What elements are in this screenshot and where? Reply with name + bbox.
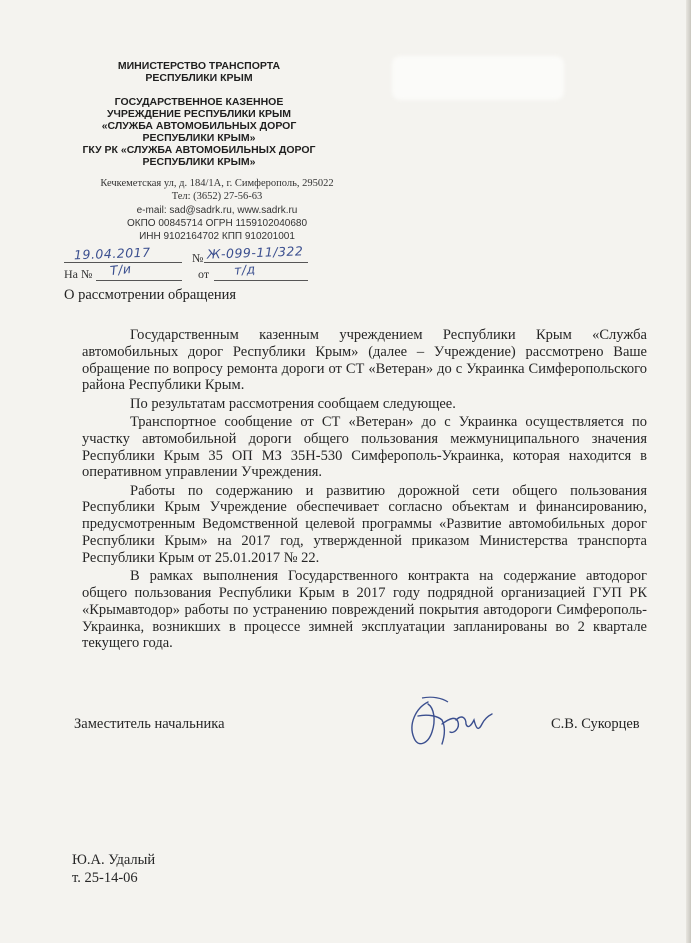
handwritten-date: 19.04.2017 bbox=[73, 244, 151, 263]
handwritten-signature bbox=[398, 694, 496, 752]
number-line bbox=[204, 262, 308, 263]
signatory-title: Заместитель начальника bbox=[74, 716, 225, 732]
org-short-line: ГКУ РК «СЛУЖБА АВТОМОБИЛЬНЫХ ДОРОГ bbox=[82, 144, 316, 156]
letter-subject: О рассмотрении обращения bbox=[64, 287, 237, 303]
body-paragraph: По результатам рассмотрения сообщаем следующее. bbox=[130, 395, 456, 412]
org-line: РЕСПУБЛИКИ КРЫМ» bbox=[142, 132, 256, 144]
handwritten-ot: т/д bbox=[233, 261, 257, 278]
org-line: УЧРЕЖДЕНИЕ РЕСПУБЛИКИ КРЫМ bbox=[106, 108, 292, 120]
requisites-block bbox=[64, 204, 370, 243]
body-paragraph: Государственным казенным учреждением Республики Крым «Служба автомобильных дорог Республики Крым» (далее – Учреждение) рассмотрено Ваше обращение по вопросу ремонта дороги от СТ «Ветеран» до с Украинка Симферопольского района Республики Крым. bbox=[82, 327, 647, 394]
email-line: e-mail: sad@sadrk.ru, www.sadrk.ru bbox=[136, 205, 298, 216]
ot-label: от bbox=[198, 267, 210, 281]
body-paragraph: В рамках выполнения Государственного контракта на содержание автодорог общего пользования Республики Крым в 2017 году подрядной организацией ГУП РК «Крымавтодор» работы по устранению повреждений покрытия автодороги Симферополь-Украинка, возникших в процессе зимней эксплуатации запланированы во 2 квартале текущего года. bbox=[82, 568, 647, 652]
okpo-line: ОКПО 00845714 ОГРН 1159102040680 bbox=[126, 218, 308, 229]
ministry-line: МИНИСТЕРСТВО ТРАНСПОРТА bbox=[117, 60, 281, 72]
ministry-header bbox=[64, 60, 334, 84]
address-block bbox=[64, 177, 370, 203]
na-line bbox=[96, 280, 182, 281]
phone-line: Тел: (3652) 27-56-63 bbox=[171, 191, 263, 202]
org-line: «СЛУЖБА АВТОМОБИЛЬНЫХ ДОРОГ bbox=[101, 120, 297, 132]
number-label: № bbox=[192, 251, 204, 265]
executor-phone: т. 25-14-06 bbox=[72, 870, 138, 886]
na-label: На № bbox=[64, 267, 93, 281]
org-line: ГОСУДАРСТВЕННОЕ КАЗЕННОЕ bbox=[114, 96, 284, 108]
ministry-line: РЕСПУБЛИКИ КРЫМ bbox=[145, 72, 253, 84]
inn-line: ИНН 9102164702 КПП 910201001 bbox=[139, 231, 295, 242]
address-line: Кечкеметская ул, д. 184/1А, г. Симферополь, 295022 bbox=[100, 178, 334, 189]
body-paragraph: Транспортное сообщение от СТ «Ветеран» до с Украинка осуществляется по участку автомобильной дороги общего пользования межмуниципального значения Республики Крым 35 ОП МЗ 35Н-530 Симферополь-Украинка, которая находится в оперативном управлении Учреждения. bbox=[82, 413, 647, 481]
signatory-name: С.В. Сукорцев bbox=[551, 716, 640, 732]
redacted-recipient-area bbox=[392, 56, 564, 100]
letter-body bbox=[82, 327, 647, 654]
ot-line bbox=[214, 280, 308, 281]
page-edge-shadow bbox=[686, 0, 691, 943]
handwritten-na: Т/и bbox=[109, 260, 133, 279]
handwritten-number: Ж-099-11/322 bbox=[206, 243, 304, 262]
organization-header bbox=[64, 96, 334, 168]
executor-name: Ю.А. Удалый bbox=[72, 852, 156, 868]
body-paragraph: Работы по содержанию и развитию дорожной сети общего пользования Республики Крым Учреждение обеспечивает согласно объектам и финансированию, предусмотренным Ведомственной целевой программы «Развитие автомобильных дорог Республики Крым» на 2017 год, утвержденной приказом Министерства транспорта Республики Крым от 25.01.2017 № 22. bbox=[82, 482, 647, 566]
org-short-line: РЕСПУБЛИКИ КРЫМ» bbox=[142, 156, 256, 168]
